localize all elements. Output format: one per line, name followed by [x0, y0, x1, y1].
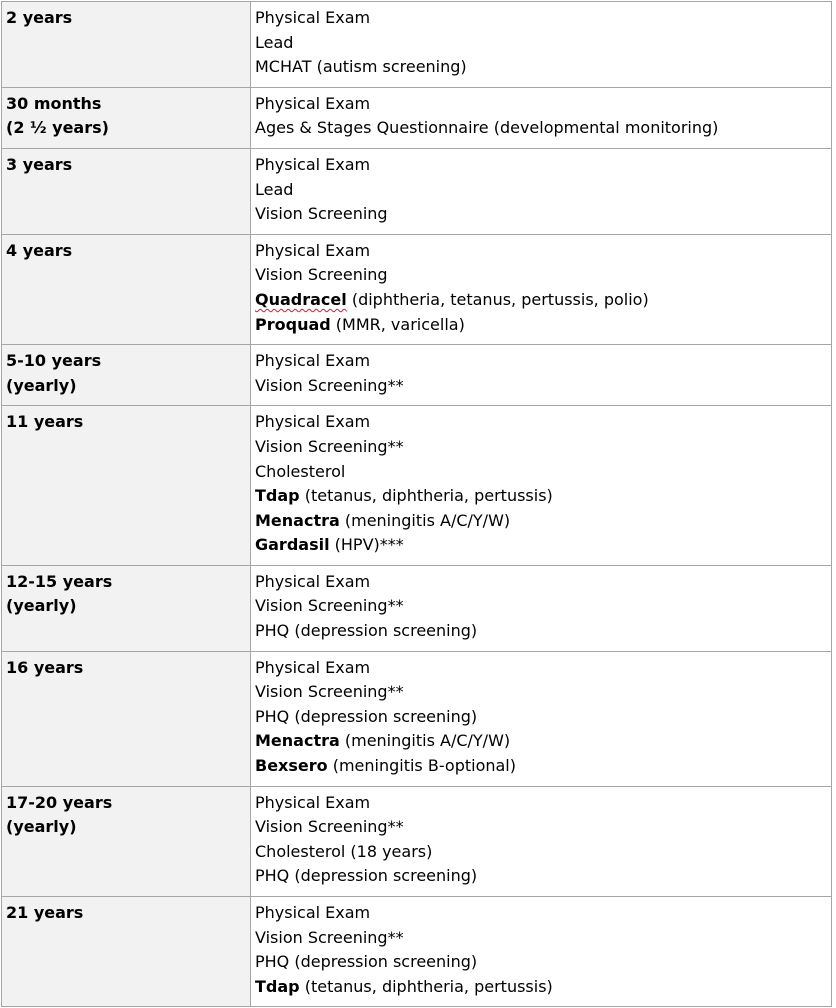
- screening-item: [255, 31, 827, 56]
- screening-item: [255, 729, 827, 754]
- vaccine-brand-name: Bexsero: [255, 756, 328, 776]
- screening-item: [255, 116, 827, 141]
- age-label: 5-10 years: [6, 351, 102, 371]
- screening-item-text: Lead: [255, 32, 294, 52]
- age-label: 17-20 years: [6, 792, 113, 812]
- screening-item: [255, 435, 827, 460]
- age-label: 12-15 years: [6, 571, 113, 591]
- screening-item: [255, 288, 827, 313]
- vaccine-brand-name: Menactra: [255, 510, 340, 530]
- schedule-row: [2, 234, 832, 344]
- screening-item-text: Physical Exam: [255, 792, 371, 812]
- screening-item-text: (meningitis A/C/Y/W): [339, 731, 511, 751]
- screening-item: [255, 410, 827, 435]
- screening-item: [255, 92, 827, 117]
- screening-item: [255, 239, 827, 264]
- screening-item-text: PHQ (depression screening): [255, 706, 478, 726]
- schedule-row: [2, 565, 832, 651]
- screening-item: [255, 202, 827, 227]
- screening-item-text: (MMR, varicella): [330, 314, 465, 334]
- age-cell: [2, 87, 251, 148]
- screening-item-text: Vision Screening: [255, 204, 388, 224]
- screening-item-text: PHQ (depression screening): [255, 866, 478, 886]
- screening-item-text: (diphtheria, tetanus, pertussis, polio): [346, 289, 649, 309]
- screening-item-text: Ages & Stages Questionnaire (developmental monitoring): [255, 118, 719, 138]
- screening-item: [255, 533, 827, 558]
- screening-item-text: Vision Screening**: [255, 682, 404, 702]
- screening-item-text: Physical Exam: [255, 93, 371, 113]
- age-label: (yearly): [6, 817, 77, 837]
- screenings-cell: [251, 148, 832, 234]
- screening-item: [255, 178, 827, 203]
- vaccine-brand-name: Tdap: [255, 976, 300, 996]
- vaccine-brand-name: Menactra: [255, 731, 340, 751]
- age-cell: [2, 565, 251, 651]
- screening-item: [255, 975, 827, 1000]
- age-label: 11 years: [6, 412, 84, 432]
- screening-item-text: Physical Exam: [255, 571, 371, 591]
- vaccine-brand-name: Proquad: [255, 314, 331, 334]
- schedule-row: [2, 345, 832, 406]
- screenings-cell: [251, 786, 832, 896]
- age-cell: [2, 406, 251, 566]
- screening-item-text: Physical Exam: [255, 657, 371, 677]
- screenings-cell: [251, 406, 832, 566]
- screening-item: [255, 705, 827, 730]
- vaccine-brand-name: Quadracel: [255, 289, 347, 309]
- age-cell: [2, 148, 251, 234]
- screenings-cell: [251, 2, 832, 88]
- screening-item: [255, 950, 827, 975]
- screening-item-text: Physical Exam: [255, 412, 371, 432]
- screenings-cell: [251, 651, 832, 786]
- screening-schedule-table: [1, 1, 832, 1007]
- schedule-row: [2, 2, 832, 88]
- screenings-cell: [251, 565, 832, 651]
- age-cell: [2, 234, 251, 344]
- screening-item: [255, 864, 827, 889]
- screening-item-text: (tetanus, diphtheria, pertussis): [299, 486, 553, 506]
- screening-item: [255, 263, 827, 288]
- schedule-row: [2, 786, 832, 896]
- vaccine-brand-name: Gardasil: [255, 535, 330, 555]
- screening-item-text: Physical Exam: [255, 154, 371, 174]
- screening-item: [255, 55, 827, 80]
- age-label: (yearly): [6, 596, 77, 616]
- schedule-body: [2, 2, 832, 1007]
- age-label: 21 years: [6, 903, 84, 922]
- screening-item: [255, 153, 827, 178]
- screening-item: [255, 840, 827, 865]
- age-label: 30 months: [6, 93, 102, 113]
- screening-item-text: Cholesterol: [255, 461, 346, 481]
- age-label: 16 years: [6, 657, 84, 677]
- screening-item: [255, 815, 827, 840]
- screening-item: [255, 754, 827, 779]
- screenings-cell: [251, 234, 832, 344]
- screening-item-text: PHQ (depression screening): [255, 621, 478, 641]
- schedule-row: [2, 148, 832, 234]
- screening-item: [255, 374, 827, 399]
- screening-item-text: MCHAT (autism screening): [255, 57, 467, 77]
- schedule-row: [2, 651, 832, 786]
- screening-item-text: Vision Screening**: [255, 596, 404, 616]
- schedule-row: [2, 87, 832, 148]
- screening-item-text: Physical Exam: [255, 903, 371, 922]
- screening-item-text: Physical Exam: [255, 8, 371, 27]
- screening-item: [255, 901, 827, 926]
- screening-item-text: Physical Exam: [255, 240, 371, 260]
- age-cell: [2, 2, 251, 88]
- screening-item: [255, 570, 827, 595]
- screening-item: [255, 791, 827, 816]
- screening-item-text: Cholesterol (18 years): [255, 841, 433, 861]
- age-cell: [2, 651, 251, 786]
- screening-item-text: Lead: [255, 179, 294, 199]
- screening-item-text: (meningitis B-optional): [327, 756, 516, 776]
- screening-item-text: Vision Screening: [255, 265, 388, 285]
- age-label: (yearly): [6, 375, 77, 395]
- screening-item-text: Physical Exam: [255, 351, 371, 371]
- screening-item-text: Vision Screening**: [255, 375, 404, 395]
- screening-item-text: Vision Screening**: [255, 436, 404, 456]
- schedule-row: [2, 897, 832, 1007]
- screening-item: [255, 509, 827, 534]
- screening-item: [255, 926, 827, 951]
- schedule-row: [2, 406, 832, 566]
- screening-item-text: (tetanus, diphtheria, pertussis): [299, 976, 553, 996]
- screening-item: [255, 656, 827, 681]
- age-label: 3 years: [6, 154, 73, 174]
- screening-item: [255, 484, 827, 509]
- screening-item: [255, 6, 827, 31]
- screening-item-text: (meningitis A/C/Y/W): [339, 510, 511, 530]
- vaccine-brand-name: Tdap: [255, 486, 300, 506]
- screening-item: [255, 349, 827, 374]
- screenings-cell: [251, 345, 832, 406]
- age-label: (2 ½ years): [6, 118, 109, 138]
- age-cell: [2, 345, 251, 406]
- screening-item-text: (HPV)***: [329, 535, 404, 555]
- screening-item-text: Vision Screening**: [255, 927, 404, 947]
- screening-item: [255, 619, 827, 644]
- age-cell: [2, 897, 251, 1007]
- screenings-cell: [251, 87, 832, 148]
- age-cell: [2, 786, 251, 896]
- screening-item: [255, 460, 827, 485]
- screenings-cell: [251, 897, 832, 1007]
- screening-item-text: PHQ (depression screening): [255, 952, 478, 972]
- screening-item: [255, 313, 827, 338]
- age-label: 2 years: [6, 8, 73, 27]
- age-label: 4 years: [6, 240, 73, 260]
- screening-item: [255, 594, 827, 619]
- screening-item: [255, 680, 827, 705]
- screening-item-text: Vision Screening**: [255, 817, 404, 837]
